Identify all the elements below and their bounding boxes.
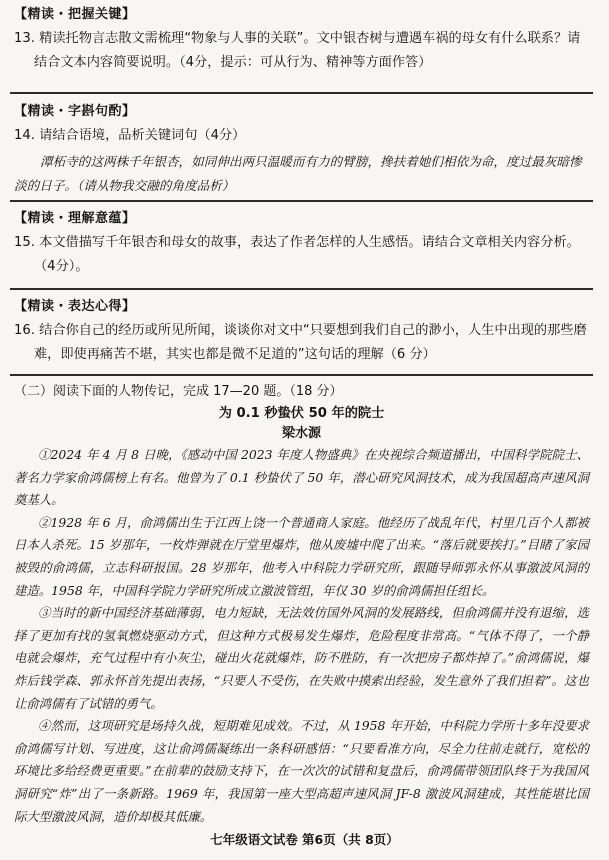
q16-tag: 【精读・表达心得】	[14, 299, 136, 314]
divider	[10, 200, 593, 202]
paragraph-2: ②1928 年 6 月，俞鸿儒出生于江西上饶一个普通商人家庭。他经历了战乱年代，村里几百个人都被日本人杀死。15 岁那年，一枚炸弹就在厅堂里爆炸，他从废墟中爬了出来。“落后就要挨打。”目睹了家园被毁的俞鸿儒，立志科研报国。28 岁那年，他考入中科院力学研究所，跟随导师郭永怀从事激波风洞的建造。1958 年，中国科学院力学研究所成立激波管组，年仅 30 岁的俞鸿儒担任组长。	[14, 514, 589, 598]
q13-tag: 【精读・把握关键】	[14, 7, 136, 22]
section-title: （二）阅读下面的人物传记，完成 17—20 题。（18 分）	[14, 384, 343, 399]
q14-tag: 【精读・字斟句酌】	[14, 104, 136, 119]
paragraph-4: ④然而，这项研究是场持久战，短期难见成效。不过，从 1958 年开始，中科院力学所十多年没要求俞鸿儒写计划、写进度，这让俞鸿儒凝练出一条科研感悟：“只要看准方向，尽全力往前走就行，宽松的环境比多给经费更重要。”在前辈的鼓励支持下，在一次次的试错和复盘后，俞鸿儒带领团队终于为我国风洞研究“炸”出了一条新路。1969 年，我国第一座大型高超声速风洞 JF-8 激波风洞建成，其性能堪比国际大型激波风洞，造价却极其低廉。	[14, 718, 589, 824]
question-15	[14, 210, 589, 279]
divider	[10, 374, 593, 376]
q14-quote: 潭柘寺的这两株千年银杏，如同伸出两只温暖而有力的臂膀，搀扶着她们相依为命，度过最灰暗惨淡的日子。（请从物我交融的角度品析）	[14, 154, 582, 193]
q14-text: 14. 请结合语境，品析关键词句（4分）	[14, 128, 246, 143]
paragraph-3: ③当时的新中国经济基础薄弱，电力短缺，无法效仿国外风洞的发展路线，但俞鸿儒并没有退缩，选择了更加有找的氢氧燃烧驱动方式，但这种方式极易发生爆炸，危险程度非常高。“气体不得了，一个静电就会爆炸，充气过程中有小灰尘，碰出火花就爆炸，防不胜防，有一次把房子都炸掉了。”俞鸿儒说，爆炸后钱学森、郭永怀首先提出表扬，“只要人不受伤，在失败中摸索出经验，发生意外了我们担着”。这也让俞鸿儒有了试错的勇气。	[14, 605, 589, 711]
divider	[10, 92, 593, 94]
reading-section-2	[14, 382, 589, 828]
divider	[10, 288, 593, 290]
q13-text: 13. 精读托物言志散文需梳理“物象与人事的关联”。文中银杏树与遭遇车祸的母女有什么联系？请结合文本内容简要说明。（4分，提示：可从行为、精神等方面作答）	[14, 31, 581, 70]
article-title: 为 0.1 秒蛰伏 50 年的院士	[218, 406, 385, 421]
question-14	[14, 103, 589, 198]
q15-tag: 【精读・理解意蕴】	[14, 211, 136, 226]
question-16	[14, 298, 589, 367]
paragraph-1: ①2024 年 4 月 8 日晚，《感动中国 2023 年度人物盛典》在央视综合频道播出，中国科学院院士、著名力学家俞鸿儒榜上有名。他曾为了 0.1 秒蛰伏了 50 年，潜心研究风洞技术，成为我国超高声速风洞奠基人。	[14, 447, 589, 508]
question-13	[14, 6, 589, 75]
q15-text: 15. 本文借描写千年银杏和母女的故事，表达了作者怎样的人生感悟。请结合文章相关内容分析。（4分）。	[14, 235, 580, 274]
page-footer: 七年级语文试卷 第6页（共 8页）	[210, 832, 399, 847]
q16-text: 16. 结合你自己的经历或所见所闻，谈谈你对文中“只要想到我们自己的渺小，人生中出现的那些磨难，即使再痛苦不堪，其实也都是微不足道的”这句话的理解（6 分）	[14, 323, 587, 362]
article-author: 梁水源	[281, 426, 321, 441]
